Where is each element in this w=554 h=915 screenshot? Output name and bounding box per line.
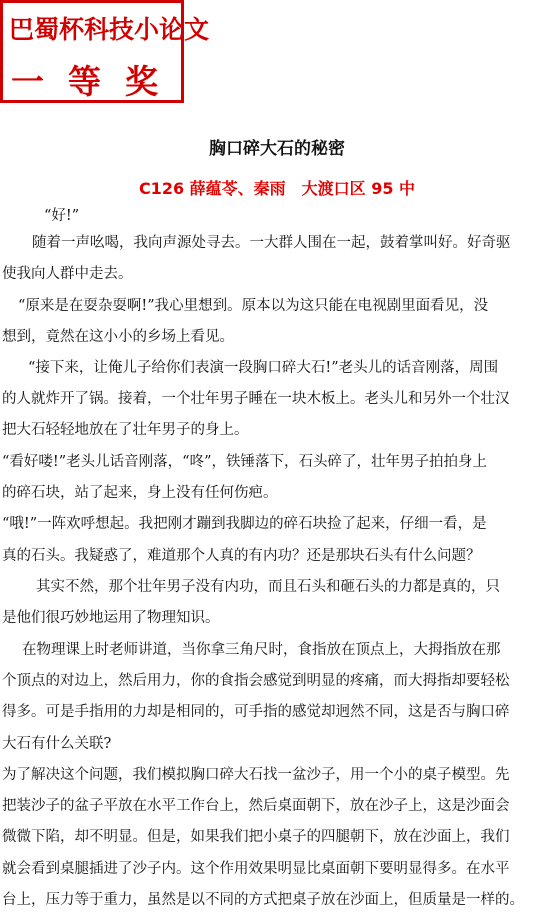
text-line: 台上，压力等于重力，虽然是以不同的方式把桌子放在沙面上，但质量是一样的。 [2,892,524,908]
text-line: 的人就炸开了锅。接着，一个壮年男子睡在一块木板上。老头儿和另外一个壮汉 [2,391,510,407]
text-line: 大石有什么关联? [2,736,112,752]
text-line: 是他们很巧妙地运用了物理知识。 [2,610,220,626]
award-stamp [0,0,210,103]
text-line: “接下来，让俺儿子给你们表演一段胸口碎大石!”老头儿的话音刚落，周围 [28,360,499,376]
text-line: 使我向人群中走去。 [2,266,133,282]
text-line: 把装沙子的盆子平放在水平工作台上，然后桌面朝下，放在沙子上，这是沙面会 [2,798,510,814]
text-line: 其实不然，那个壮年男子没有内功，而且石头和砸石头的力都是真的，只 [36,579,500,595]
text-line: 随着一声吆喝，我向声源处寻去。一大群人围在一起，鼓着掌叫好。好奇驱 [32,235,511,251]
text-line: 的碎石块，站了起来，身上没有任何伤疤。 [2,485,278,501]
stamp-award-level: 一等奖 [11,62,182,101]
text-line: “哦!”一阵欢呼想起。我把刚才蹦到我脚边的碎石块捡了起来，仔细一看，是 [2,516,487,532]
article-title: 胸口碎大石的秘密 [209,139,345,159]
text-line: 真的石头。我疑惑了，难道那个人真的有内功？还是那块石头有什么问题？ [2,548,481,564]
text-line: “原来是在耍杂耍啊!”我心里想到。原本以为这只能在电视剧里面看见，没 [18,298,489,314]
text-line: 想到，竟然在这小小的乡场上看见。 [2,329,234,345]
text-line: 得多。可是手指用的力却是相同的，可手指的感觉却迥然不同，这是否与胸口碎 [2,704,510,720]
stamp-competition-name: 巴蜀杯科技小论文 [9,15,210,44]
text-line: 为了解决这个问题，我们模拟胸口碎大石找一盆沙子，用一个小的桌子模型。先 [2,767,510,783]
text-line: 就会看到桌腿插进了沙子内。这个作用效果明显比桌面朝下要明显得多。在水平 [2,861,510,877]
text-line: “好!” [44,208,80,224]
article-byline: C126 薛蕴苓、秦雨 大渡口区 95 中 [138,179,416,198]
text-line: 把大石轻轻地放在了壮年男子的身上。 [2,422,249,438]
text-line: 个顶点的对边上，然后用力，你的食指会感觉到明显的疼痛，而大拇指却要轻松 [2,673,510,689]
text-line: 微微下陷，却不明显。但是，如果我们把小桌子的四腿朝下，放在沙面上，我们 [2,829,510,845]
text-line: 在物理课上时老师讲道，当你拿三角尺时，食指放在顶点上，大拇指放在那 [22,642,501,658]
text-line: “看好喽!”老头儿话音刚落，“咚”，铁锤落下，石头碎了，壮年男子拍拍身上 [2,454,487,470]
